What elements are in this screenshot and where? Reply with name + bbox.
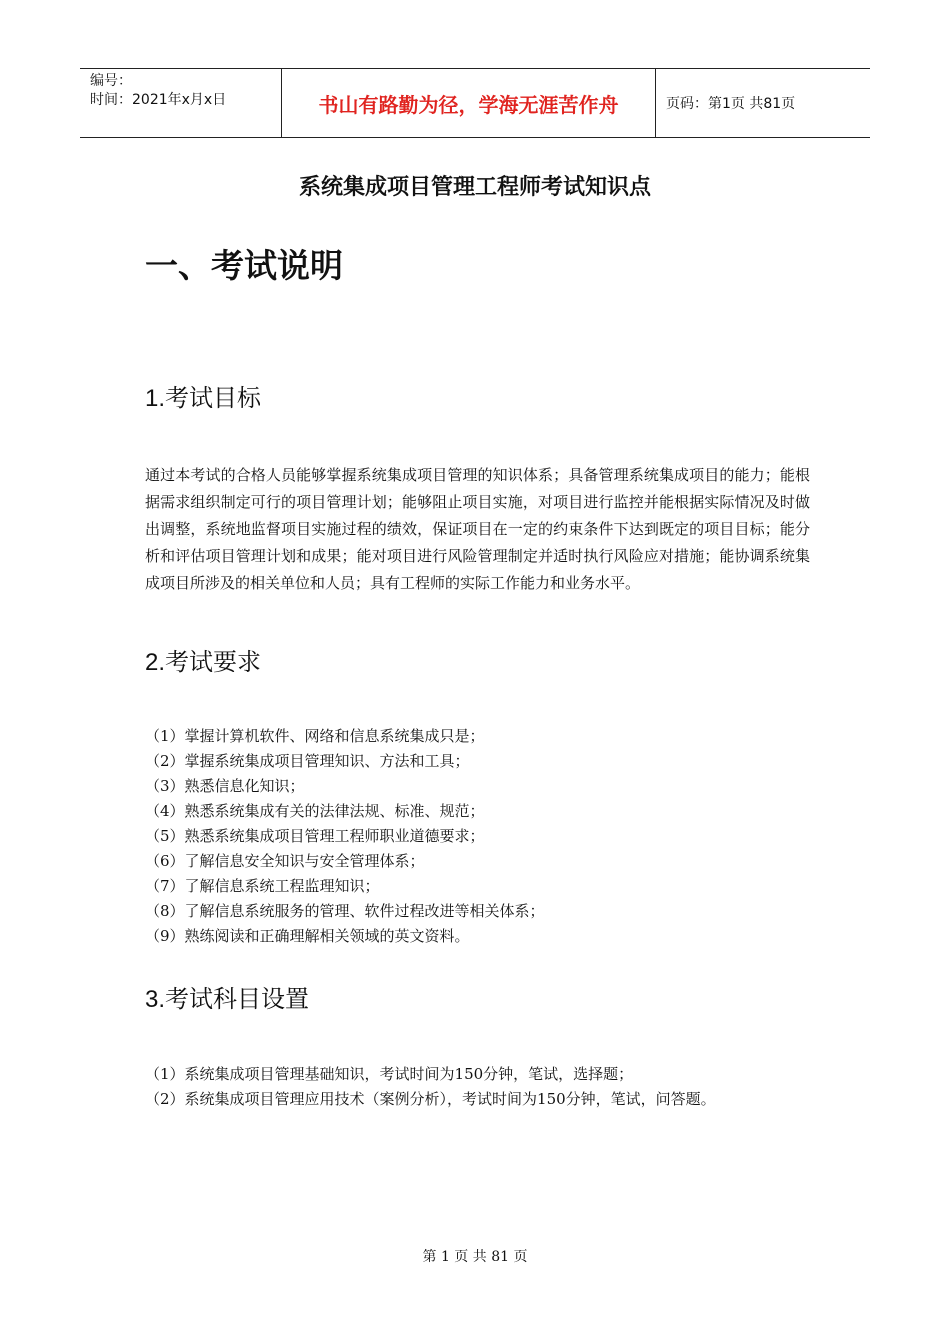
header-page-info: 页码：第1页 共81页 bbox=[666, 96, 796, 112]
list-item: （1）掌握计算机软件、网络和信息系统集成只是； bbox=[145, 727, 485, 745]
list-item: （4）熟悉系统集成有关的法律法规、标准、规范； bbox=[145, 802, 485, 820]
section-heading-exam-subjects: 3.考试科目设置 bbox=[145, 986, 310, 1013]
list-item: （2）掌握系统集成项目管理知识、方法和工具； bbox=[145, 752, 470, 770]
list-item: （3）熟悉信息化知识； bbox=[145, 777, 305, 795]
list-item: （2）系统集成项目管理应用技术（案例分析），考试时间为150分钟，笔试，问答题。 bbox=[145, 1090, 716, 1108]
header-meta bbox=[80, 69, 282, 137]
chapter-title: 一、考试说明 bbox=[145, 246, 343, 285]
list-item: （6）了解信息安全知识与安全管理体系； bbox=[145, 852, 425, 870]
number-label: 编号： bbox=[90, 73, 132, 89]
list-item: （7）了解信息系统工程监理知识； bbox=[145, 877, 380, 895]
list-item: （1）系统集成项目管理基础知识，考试时间为150分钟，笔试，选择题； bbox=[145, 1065, 634, 1083]
header-motto-cell bbox=[282, 69, 656, 137]
exam-subjects-list bbox=[145, 1062, 716, 1112]
exam-goal-paragraph: 通过本考试的合格人员能够掌握系统集成项目管理的知识体系；具备管理系统集成项目的能力；能根据需求组织制定可行的项目管理计划；能够阻止项目实施，对项目进行监控并能根据实际情况及时做出调整，系统地监督项目实施过程的绩效，保证项目在一定的约束条件下达到既定的项目目标；能分析和评估项目管理计划和成果；能对项目进行风险管理制定并适时执行风险应对措施；能协调系统集成项目所涉及的相关单位和人员；具有工程师的实际工作能力和业务水平。 bbox=[145, 466, 810, 592]
document-title: 系统集成项目管理工程师考试知识点 bbox=[298, 174, 651, 200]
list-item: （8）了解信息系统服务的管理、软件过程改进等相关体系； bbox=[145, 902, 545, 920]
section-heading-exam-goal: 1.考试目标 bbox=[145, 385, 262, 412]
exam-requirements-list bbox=[145, 724, 545, 949]
page-footer: 第 1 页 共 81 页 bbox=[422, 1249, 528, 1265]
page-header bbox=[80, 68, 870, 138]
time-label: 时间：2021年x月x日 bbox=[90, 92, 227, 108]
section-heading-exam-requirements: 2.考试要求 bbox=[145, 649, 262, 676]
list-item: （5）熟悉系统集成项目管理工程师职业道德要求； bbox=[145, 827, 485, 845]
header-motto: 书山有路勤为径，学海无涯苦作舟 bbox=[318, 92, 619, 117]
list-item: （9）熟练阅读和正确理解相关领域的英文资料。 bbox=[145, 927, 470, 945]
